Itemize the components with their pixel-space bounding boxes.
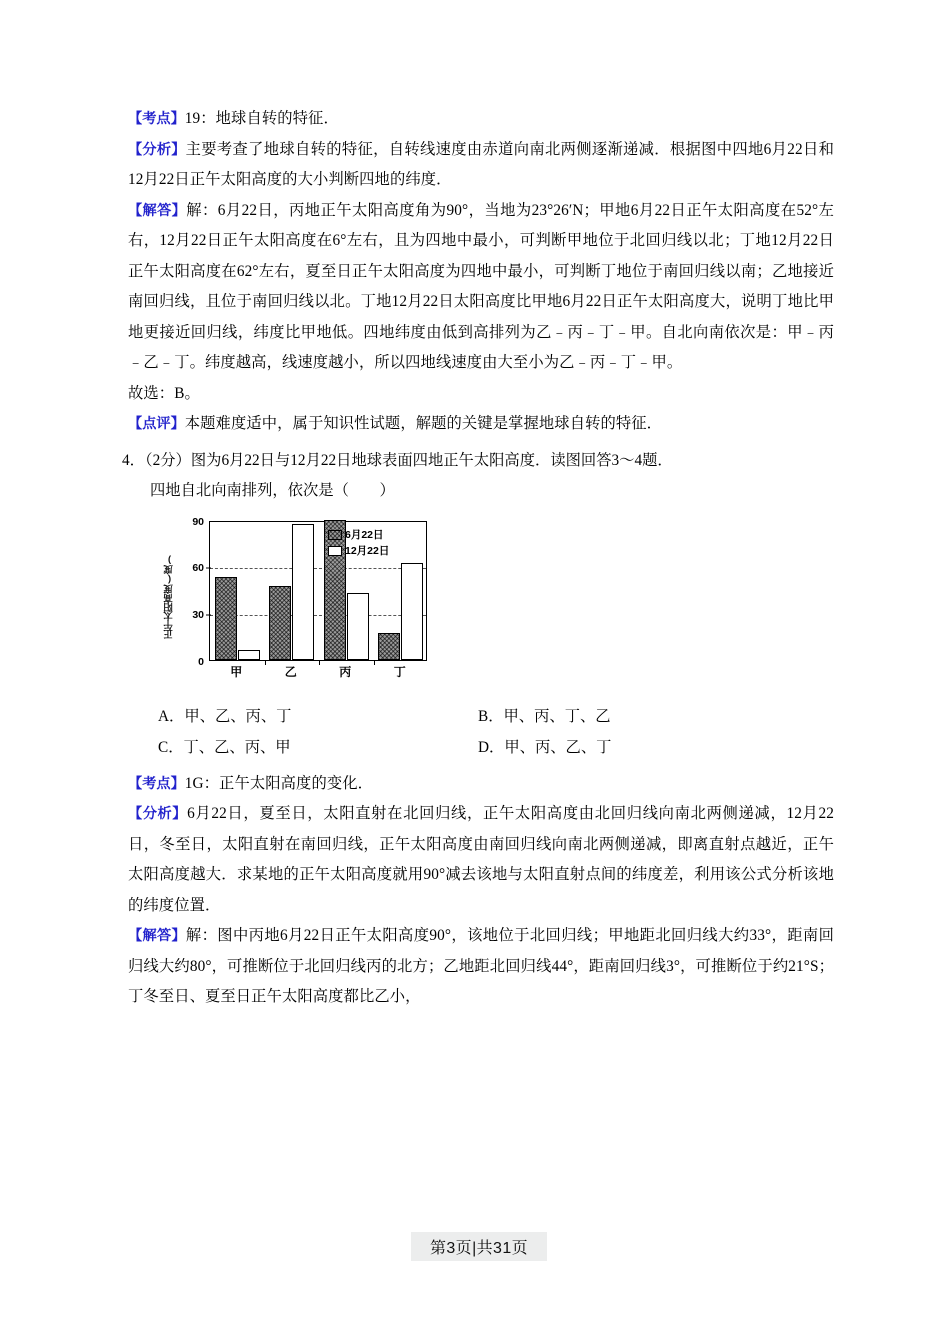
q4-kaodian-text: 1G：正午太阳高度的变化． bbox=[184, 774, 374, 792]
q4-solution bbox=[128, 769, 834, 1013]
chart-legend-swatch bbox=[328, 530, 342, 540]
chart-x-tick-label: 乙 bbox=[284, 664, 297, 679]
chart-bar bbox=[292, 524, 314, 659]
chart-y-tick-mark bbox=[206, 614, 211, 615]
option-row-1 bbox=[158, 701, 798, 732]
option-c[interactable] bbox=[158, 732, 478, 763]
page-content bbox=[122, 104, 834, 1013]
option-d-key: D． bbox=[478, 738, 505, 756]
page-footer bbox=[411, 1232, 547, 1261]
option-a-key: A． bbox=[158, 707, 185, 725]
question-4-substem: 四地自北向南排列，依次是（ ） bbox=[150, 482, 395, 499]
chart-legend-item bbox=[328, 527, 389, 543]
chart-bar bbox=[378, 633, 400, 659]
chart-legend-item bbox=[328, 543, 389, 559]
chart-legend-label: 6月22日 bbox=[345, 528, 384, 541]
dianping-tag: 【点评】 bbox=[128, 416, 185, 432]
chart-y-tick-label: 90 bbox=[192, 515, 204, 528]
chart-x-tick-label: 丙 bbox=[339, 664, 352, 679]
chart-bar bbox=[215, 577, 237, 659]
question-4-stem bbox=[122, 446, 834, 477]
q4-fenxi-text: 6月22日，夏至日，太阳直射在北回归线，正午太阳高度由北回归线向南北两侧递减，12月22日，冬至日，太阳直射在南回归线，正午太阳高度由南回归线向南北两侧递减，即离直射点越近，正午太阳高度越大．求某地的正午太阳高度就用90°减去该地与太阳直射点间的纬度差，利用该公式分析该地的纬度位置． bbox=[128, 805, 834, 914]
chart-y-axis-label: 正午太阳高度(度) bbox=[164, 554, 175, 639]
chart-gridline bbox=[210, 568, 426, 569]
option-c-text: 丁、乙、丙、甲 bbox=[183, 738, 291, 756]
kaodian-tag: 【考点】 bbox=[128, 111, 185, 127]
chart-x-tick-label: 甲 bbox=[230, 664, 243, 679]
page-footer-text: 第3页|共31页 bbox=[429, 1240, 529, 1257]
chart-x-tick-mark bbox=[265, 660, 266, 665]
chart-legend-swatch bbox=[328, 546, 342, 556]
option-b-key: B． bbox=[478, 707, 504, 725]
fenxi-tag: 【分析】 bbox=[128, 141, 186, 158]
q3-fenxi-text: 主要考查了地球自转的特征，自转线速度由赤道向南北两侧逐渐递减．根据图中四地6月22日和12月22日正午太阳高度的大小判断四地的纬度． bbox=[128, 140, 834, 188]
fenxi-tag: 【分析】 bbox=[128, 806, 188, 822]
option-row-2 bbox=[158, 732, 798, 763]
question-4-options bbox=[158, 701, 798, 763]
option-c-key: C． bbox=[158, 738, 184, 756]
chart-plot-area bbox=[192, 515, 427, 668]
chart-legend bbox=[328, 527, 389, 559]
q3-dianping-text: 本题难度适中，属于知识性试题，解题的关键是掌握地球自转的特征． bbox=[184, 415, 663, 432]
option-a[interactable] bbox=[158, 701, 478, 732]
q4-jieda-text: 解：图中丙地6月22日正午太阳高度90°，该地位于北回归线；甲地距北回归线大约33°，距南回归线大约80°，可推断位于北回归线丙的北方；乙地距北回归线44°，距南回归线3°，可推断位于约21°S；丁冬至日、夏至日正午太阳高度都比乙小， bbox=[128, 927, 834, 1005]
question-4-score: （2分） bbox=[144, 451, 191, 469]
chart-gridline bbox=[210, 615, 426, 616]
q4-kaodian-line bbox=[128, 769, 834, 800]
chart-x-tick-mark bbox=[319, 660, 320, 665]
option-d-text: 甲、丙、乙、丁 bbox=[504, 738, 612, 756]
question-4-number: 4． bbox=[122, 451, 145, 469]
jieda-tag: 【解答】 bbox=[128, 202, 187, 219]
kaodian-tag: 【考点】 bbox=[128, 775, 185, 792]
q3-fenxi-line bbox=[128, 135, 834, 196]
chart-bar bbox=[269, 586, 291, 659]
option-b[interactable] bbox=[478, 701, 798, 732]
chart-y-tick-label: 30 bbox=[192, 608, 204, 621]
option-a-text: 甲、乙、丙、丁 bbox=[184, 707, 292, 725]
question-4-stem-text: 图为6月22日与12月22日地球表面四地正午太阳高度．读图回答3～4题． bbox=[190, 451, 673, 469]
chart-bar bbox=[238, 650, 260, 659]
chart-bar bbox=[347, 593, 369, 660]
chart-legend-label: 12月22日 bbox=[345, 544, 390, 557]
option-b-text: 甲、丙、丁、乙 bbox=[503, 707, 611, 725]
chart-y-tick-label: 60 bbox=[192, 562, 204, 575]
q3-jieda-text: 解：6月22日，丙地正午太阳高度角为90°，当地为23°26′N；甲地6月22日正午太阳高度在52°左右，12月22日正午太阳高度在6°左右，且为四地中最小，可判断甲地位于北回归线以北；丁地12月22日正午太阳高度在62°左右，夏至日正午太阳高度为四地中最小，可判断丁地位于南回归线以南；乙地接近南回归线，且位于南回归线以北。丁地12月22日太阳高度比甲地6月22日正午太阳高度大，说明丁地比甲地更接近回归线，纬度比甲地低。四地纬度由低到高排列为乙﹣丙﹣丁﹣甲。自北向南依次是：甲﹣丙﹣乙﹣丁。纬度越高，线速度越小，所以四地线速度由大至小为乙﹣丙﹣丁﹣甲。 bbox=[128, 201, 834, 371]
q3-kaodian-line bbox=[128, 104, 834, 135]
q3-kaodian-text: 19：地球自转的特征． bbox=[184, 110, 339, 127]
q3-jieda-line bbox=[128, 196, 834, 379]
chart-x-tick-label: 丁 bbox=[393, 664, 406, 679]
question-4 bbox=[122, 446, 834, 507]
chart-area bbox=[164, 513, 450, 693]
chart-y-tick-label: 0 bbox=[198, 655, 204, 668]
chart-y-tick-mark bbox=[206, 568, 211, 569]
jieda-tag: 【解答】 bbox=[128, 928, 186, 944]
chart-x-tick-mark bbox=[374, 660, 375, 665]
q3-dianping-line bbox=[128, 409, 834, 440]
q4-fenxi-line bbox=[128, 799, 834, 921]
chart-bar bbox=[401, 563, 423, 659]
figure-bar-chart bbox=[164, 513, 464, 693]
q3-answer-line: 故选：B。 bbox=[128, 384, 200, 402]
q4-jieda-line bbox=[128, 921, 834, 1013]
option-d[interactable] bbox=[478, 732, 798, 763]
